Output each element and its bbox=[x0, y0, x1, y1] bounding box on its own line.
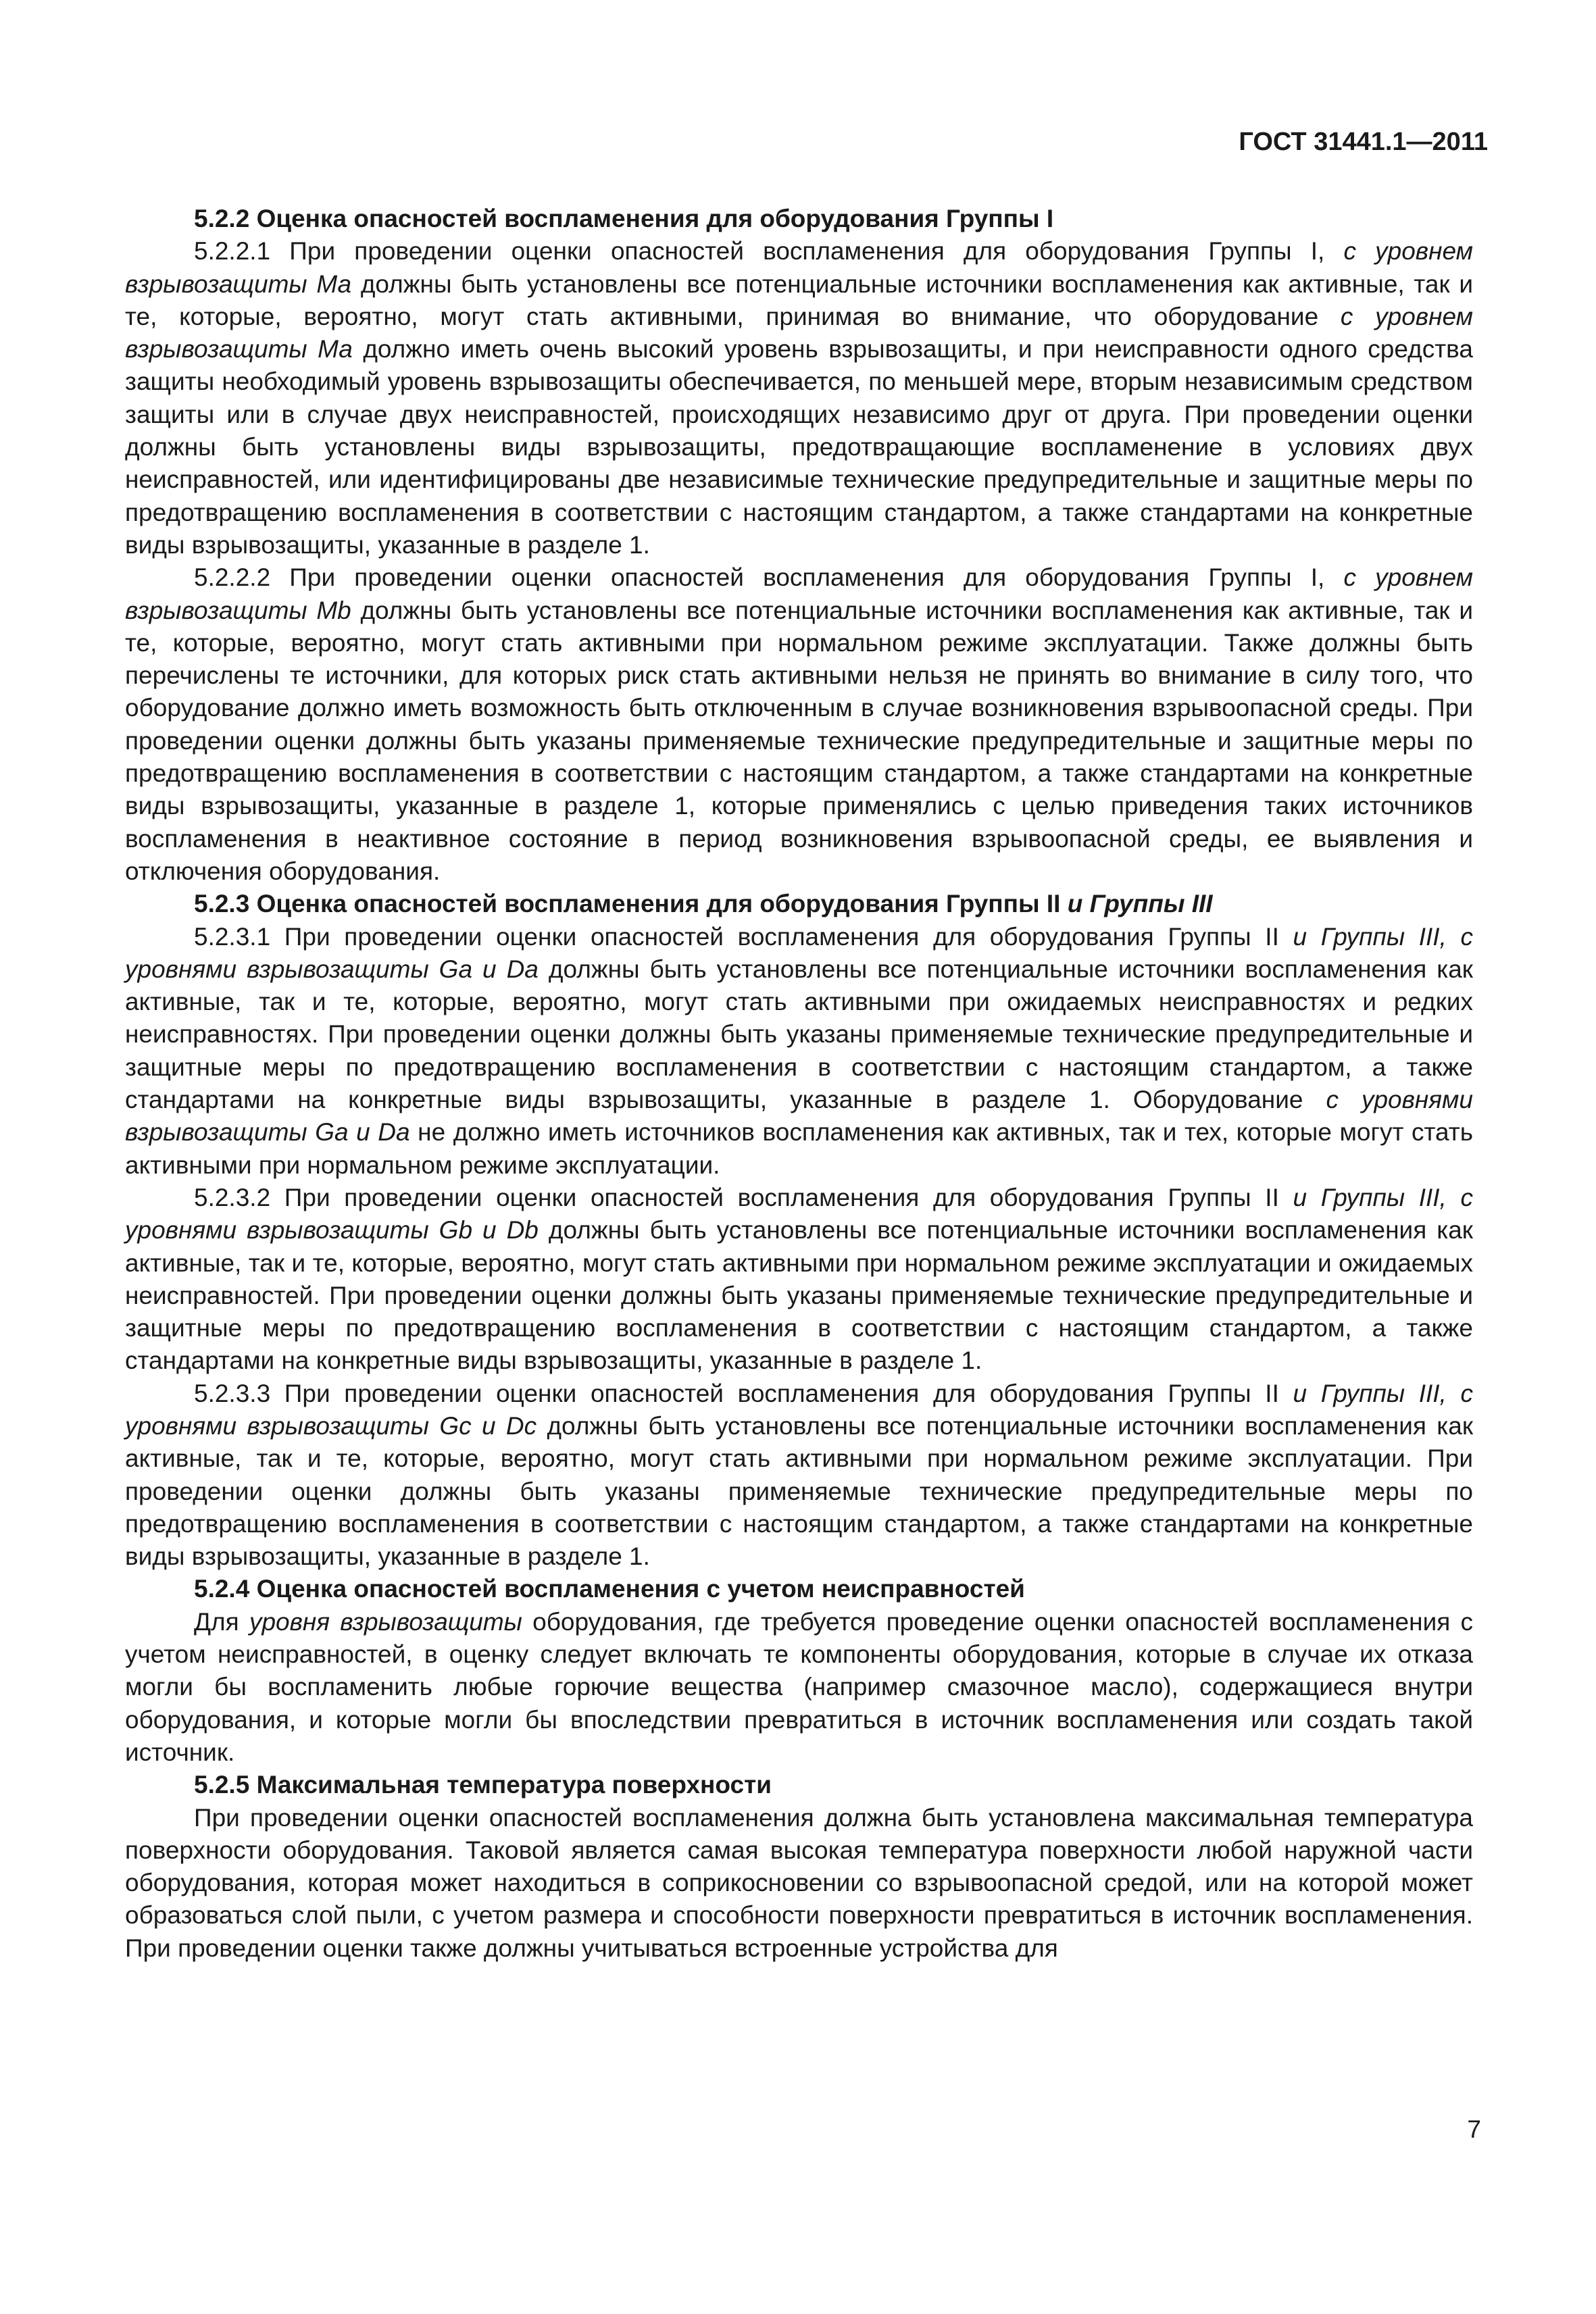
italic-term: уровня взрывозащиты bbox=[249, 1607, 522, 1636]
text-run: 5.2.3.1 При проведении оценки опасностей воспламенения для оборудования Группы II bbox=[194, 922, 1293, 951]
text-run: должно иметь очень высокий уровень взрывозащиты, и при неисправности одного средства защиты необходимый уровень взрывозащиты обеспечивается, по меньшей мере, вторым независимым средством защиты или в случае двух неисправностей, происходящих независимо друг от друга. При проведении оценки должны быть установлены виды взрывозащиты, предотвращающие воспламенение в условиях двух неисправностей, или идентифицированы две независимые технические предупредительные и защитные меры по предотвращению воспламенения в соответствии с настоящим стандартом, а также стандартами на конкретные виды взрывозащиты, указанные в разделе 1. bbox=[125, 335, 1473, 559]
text-run: 5.2.2.1 При проведении оценки опасностей воспламенения для оборудования Группы I, bbox=[194, 237, 1344, 266]
section-heading-5-2-4 bbox=[125, 1573, 1473, 1605]
text-run: должны быть установлены все потенциальные источники воспламенения как активные, так и те, которые, вероятно, могут стать активными при ожидаемых неисправностях и редких неисправностях. При проведении оценки должны быть указаны применяемые технические предупредительные и защитные меры по предотвращению воспламенения в соответствии с настоящим стандартом, а также стандартами на конкретные виды взрывозащиты, указанные в разделе 1. Оборудование bbox=[125, 955, 1473, 1114]
page-number: 7 bbox=[1467, 2115, 1481, 2143]
text-run: должны быть установлены все потенциальные источники воспламенения как активные, так и те, которые, вероятно, могут стать активными при нормальном режиме эксплуатации и ожидаемых неисправностей. При проведении оценки должны быть указаны применяемые технические предупредительные и защитные меры по предотвращению воспламенения в соответствии с настоящим стандартом, а также стандартами на конкретные виды взрывозащиты, указанные в разделе 1. bbox=[125, 1216, 1473, 1375]
italic-term: и Группы III bbox=[1067, 890, 1213, 918]
text-run: должны быть установлены все потенциальные источники воспламенения как активные, так и те, которые, вероятно, могут стать активными при нормальном режиме эксплуатации. При проведении оценки должны быть указаны применяемые технические предупредительные меры по предотвращению воспламенения в соответствии с настоящим стандартом, а также стандартами на конкретные виды взрывозащиты, указанные в разделе 1. bbox=[125, 1411, 1474, 1571]
document-body bbox=[125, 203, 1473, 1965]
italic-term: и Группы III, с уровнями взрывозащиты Ga и Da bbox=[125, 922, 1473, 983]
paragraph-5-2-3-1 bbox=[125, 921, 1473, 1182]
text-run: 5.2.4 Оценка опасностей воспламенения с учетом неисправностей bbox=[194, 1575, 1025, 1603]
text-run: 5.2.3.2 При проведении оценки опасностей воспламенения для оборудования Группы II bbox=[194, 1183, 1293, 1211]
italic-term: и Группы III, с уровнями взрывозащиты Gb и Db bbox=[125, 1183, 1473, 1244]
italic-term: и Группы III, с уровнями взрывозащиты Gc и Dc bbox=[125, 1379, 1473, 1440]
paragraph-5-2-3-2 bbox=[125, 1182, 1473, 1378]
paragraph-5-2-2-1 bbox=[125, 235, 1473, 561]
section-heading-5-2-2 bbox=[125, 203, 1473, 235]
italic-term: с уровнем взрывозащиты Ма bbox=[125, 237, 1474, 298]
text-run: должны быть установлены все потенциальные источники воспламенения как активные, так и те, которые, вероятно, могут стать активными, принимая во внимание, что оборудование bbox=[125, 270, 1473, 330]
section-heading-5-2-5 bbox=[125, 1769, 1473, 1801]
italic-term: с уровнями взрывозащиты Ga и Da bbox=[125, 1086, 1473, 1147]
paragraph-5-2-5 bbox=[125, 1802, 1473, 1965]
italic-term: с уровнем взрывозащиты Mb bbox=[125, 563, 1474, 624]
text-run: При проведении оценки опасностей воспламенения должна быть установлена максимальная температура поверхности оборудования. Таковой является самая высокая температура поверхности любой наружной части оборудования, которая может находиться в соприкосновении со взрывоопасной средой, или на которой может образоваться слой пыли, с учетом размера и способности поверхности превратиться в источник воспламенения. При проведении оценки также должны учитываться встроенные устройства для bbox=[125, 1803, 1473, 1962]
document-code-header: ГОСТ 31441.1—2011 bbox=[1239, 128, 1488, 156]
text-run: не должно иметь источников воспламенения как активных, так и тех, которые могут стать активными при нормальном режиме эксплуатации. bbox=[125, 1118, 1474, 1179]
text-run: 5.2.3 Оценка опасностей воспламенения для оборудования Группы II bbox=[194, 890, 1068, 918]
text-run: оборудования, где требуется проведение оценки опасностей воспламенения с учетом неисправностей, в оценку следует включать те компоненты оборудования, которые в случае их отказа могли бы воспламенить любые горючие вещества (например смазочное масло), содержащиеся внутри оборудования, и которые могли бы впоследствии превратиться в источник воспламенения или создать такой источник. bbox=[125, 1607, 1474, 1766]
text-run: должны быть установлены все потенциальные источники воспламенения как активные, так и те, которые, вероятно, могут стать активными при нормальном режиме эксплуатации. Также должны быть перечислены те источники, для которых риск стать активными нельзя не принять во внимание в силу того, что оборудование должно иметь возможность быть отключенным в случае возникновения взрывоопасной среды. При проведении оценки должны быть указаны применяемые технические предупредительные и защитные меры по предотвращению воспламенения в соответствии с настоящим стандартом, а также стандартами на конкретные виды взрывозащиты, указанные в разделе 1, которые применялись с целью приведения таких источников воспламенения в неактивное состояние в период возникновения взрывоопасной среды, ее выявления и отключения оборудования. bbox=[125, 596, 1473, 885]
paragraph-5-2-4 bbox=[125, 1606, 1473, 1769]
paragraph-5-2-2-2 bbox=[125, 561, 1473, 888]
paragraph-5-2-3-3 bbox=[125, 1378, 1473, 1574]
text-run: 5.2.2.2 При проведении оценки опасностей воспламенения для оборудования Группы I, bbox=[194, 563, 1344, 592]
text-run: 5.2.3.3 При проведении оценки опасностей воспламенения для оборудования Группы II bbox=[194, 1379, 1293, 1407]
text-run: 5.2.5 Максимальная температура поверхности bbox=[194, 1771, 772, 1799]
italic-term: с уровнем взрывозащиты Ма bbox=[125, 302, 1473, 363]
text-run: Для bbox=[194, 1607, 249, 1636]
text-run: 5.2.2 Оценка опасностей воспламенения для оборудования Группы I bbox=[194, 205, 1054, 232]
section-heading-5-2-3 bbox=[125, 888, 1473, 920]
